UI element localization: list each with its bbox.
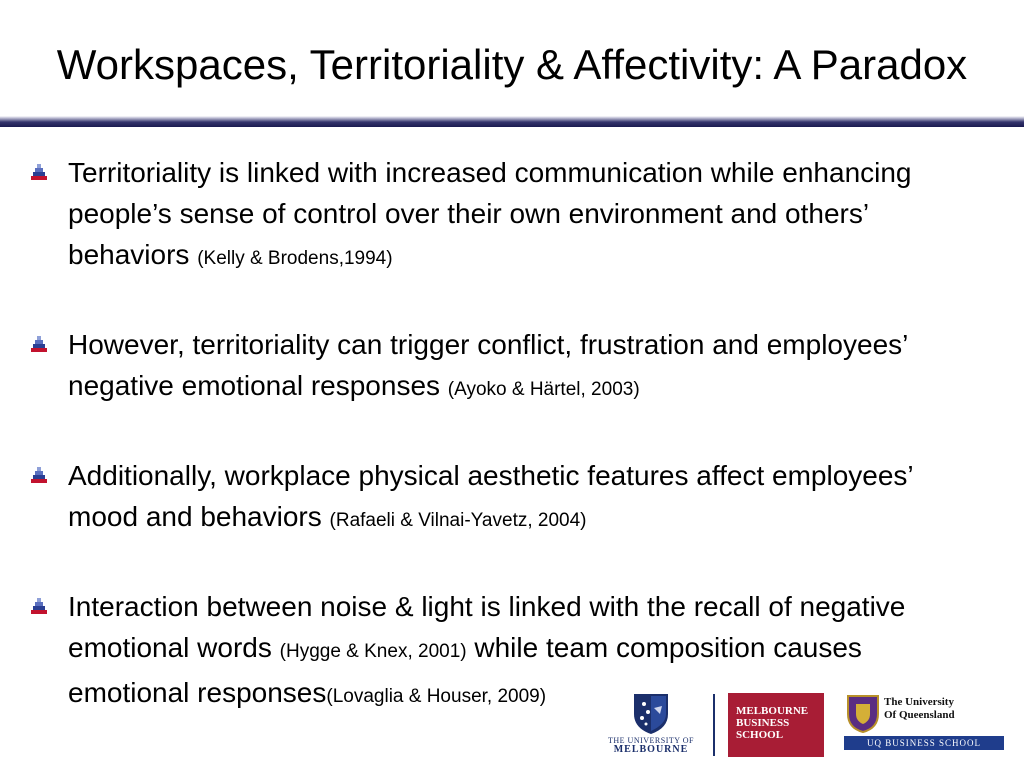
melbourne-crest-icon	[596, 690, 706, 736]
bullet-text: However, territoriality can trigger conflict, frustration and employees’ negative emotional responses	[68, 329, 908, 401]
bullet-item	[30, 324, 990, 410]
bullet-icon	[30, 335, 48, 353]
uq-business-school-bar: UQ BUSINESS SCHOOL	[844, 736, 1004, 750]
bullet-list	[30, 152, 990, 762]
melbourne-business-school-logo	[728, 693, 824, 757]
mbs-line3: SCHOOL	[736, 729, 784, 741]
bullet-icon	[30, 163, 48, 181]
bullet-text-continued: while team composition causes emotional responses	[68, 632, 862, 708]
bullet-text: Additionally, workplace physical aesthetic features affect employees’ mood and behaviors	[68, 460, 913, 532]
title-divider	[0, 116, 1024, 127]
university-of-melbourne-logo	[596, 690, 706, 760]
uq-crest-icon	[846, 694, 880, 734]
bullet-item	[30, 152, 990, 279]
bullet-text: Interaction between noise & light is linked with the recall of negative emotional words	[68, 591, 906, 663]
bullet-item	[30, 455, 990, 541]
mbs-line2: BUSINESS	[736, 717, 790, 729]
citation: (Ayoko & Härtel, 2003)	[447, 379, 640, 400]
citation: (Hygge & Knex, 2001)	[279, 641, 467, 662]
bullet-icon	[30, 466, 48, 484]
logo-divider	[713, 694, 715, 756]
footer-logos	[596, 690, 1016, 760]
uq-name: The University Of Queensland	[884, 696, 955, 721]
melbourne-logo-line2: MELBOURNE	[613, 744, 689, 755]
bullet-text: Territoriality is linked with increased communication while enhancing people’s sense of control over their own environment and others’ behaviors	[68, 157, 912, 270]
citation: (Rafaeli & Vilnai-Yavetz, 2004)	[329, 510, 587, 531]
slide-title: Workspaces, Territoriality & Affectivity: A Paradox	[56, 41, 968, 88]
mbs-line1: MELBOURNE	[736, 705, 809, 717]
citation: (Lovaglia & Houser, 2009)	[326, 686, 547, 707]
melbourne-logo-line1: THE UNIVERSITY OF	[608, 736, 694, 745]
bullet-icon	[30, 597, 48, 615]
citation: (Kelly & Brodens,1994)	[197, 248, 393, 269]
university-of-queensland-logo	[844, 692, 1008, 758]
